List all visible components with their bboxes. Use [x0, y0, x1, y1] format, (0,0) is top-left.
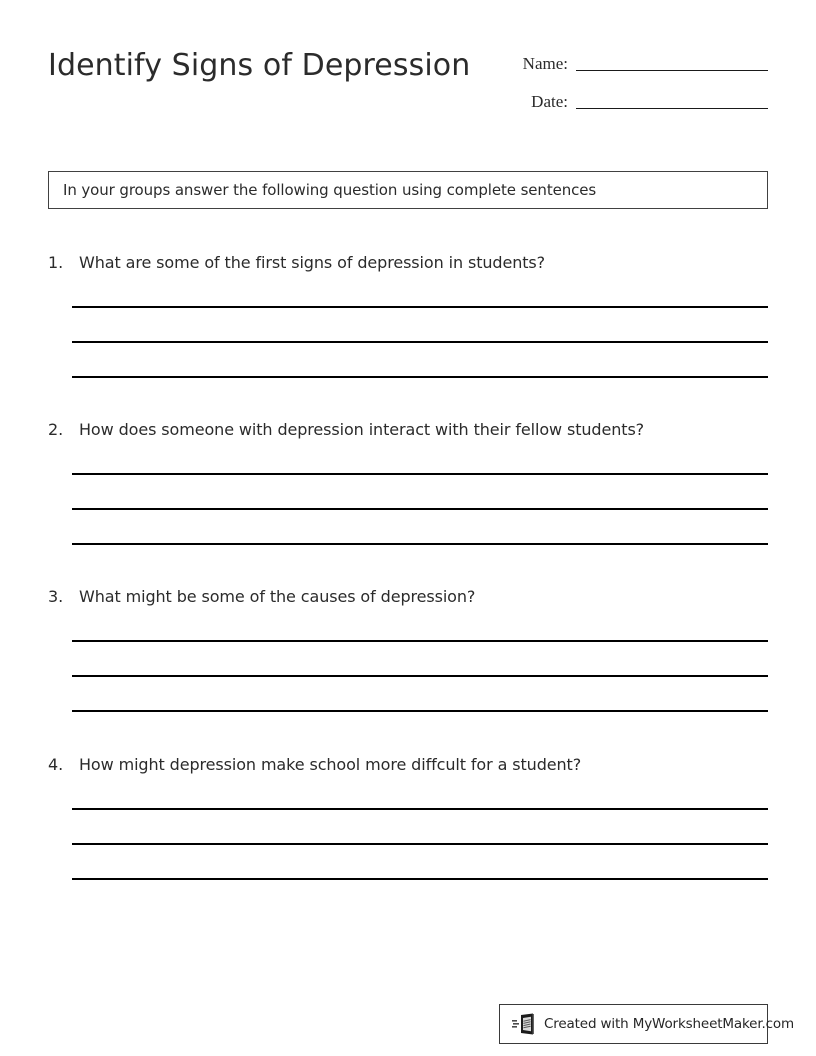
- page-title: Identify Signs of Depression: [48, 48, 471, 83]
- question-number-4: 4.: [48, 755, 64, 774]
- answer-lines-2: [72, 473, 768, 545]
- answer-lines-4: [72, 808, 768, 880]
- answer-line-spacer: [72, 308, 768, 341]
- date-field-row: [516, 92, 768, 112]
- answer-line-spacer: [72, 845, 768, 878]
- answer-line[interactable]: [72, 878, 768, 880]
- answer-line[interactable]: [72, 376, 768, 378]
- answer-lines-3: [72, 640, 768, 712]
- question-number-2: 2.: [48, 420, 64, 439]
- directions-text: In your groups answer the following question using complete sentences: [63, 181, 597, 199]
- answer-line-spacer: [72, 343, 768, 376]
- question-text-2: How does someone with depression interact with their fellow students?: [79, 420, 645, 439]
- question-text-1: What are some of the first signs of depression in students?: [79, 253, 546, 272]
- question-heading-2: [48, 417, 768, 443]
- question-block-1: [48, 250, 768, 378]
- name-field-input[interactable]: [576, 70, 768, 71]
- answer-line-spacer: [72, 475, 768, 508]
- worksheet-header: [48, 46, 768, 128]
- answer-line-spacer: [72, 677, 768, 710]
- question-number-3: 3.: [48, 587, 64, 606]
- question-block-2: [48, 417, 768, 545]
- created-with-badge[interactable]: [499, 1004, 795, 1044]
- answer-line-spacer: [72, 810, 768, 843]
- date-field-label: Date:: [531, 92, 568, 111]
- question-number-1: 1.: [48, 253, 64, 272]
- question-block-4: [48, 752, 768, 880]
- question-block-3: [48, 584, 768, 712]
- answer-line-spacer: [72, 642, 768, 675]
- name-field-label: Name:: [522, 54, 568, 73]
- answer-lines-1: [72, 306, 768, 378]
- name-field-row: [516, 54, 768, 74]
- question-text-4: How might depression make school more diffcult for a student?: [79, 755, 582, 774]
- question-heading-4: [48, 752, 768, 778]
- answer-line-spacer: [72, 510, 768, 543]
- directions-box: [48, 171, 768, 209]
- question-heading-3: [48, 584, 768, 610]
- question-heading-1: [48, 250, 768, 276]
- answer-line[interactable]: [72, 543, 768, 545]
- worksheet-maker-logo-icon: [512, 1012, 538, 1036]
- created-with-text: Created with MyWorksheetMaker.com: [544, 1016, 795, 1032]
- question-text-3: What might be some of the causes of depression?: [79, 587, 476, 606]
- date-field-input[interactable]: [576, 108, 768, 109]
- answer-line[interactable]: [72, 710, 768, 712]
